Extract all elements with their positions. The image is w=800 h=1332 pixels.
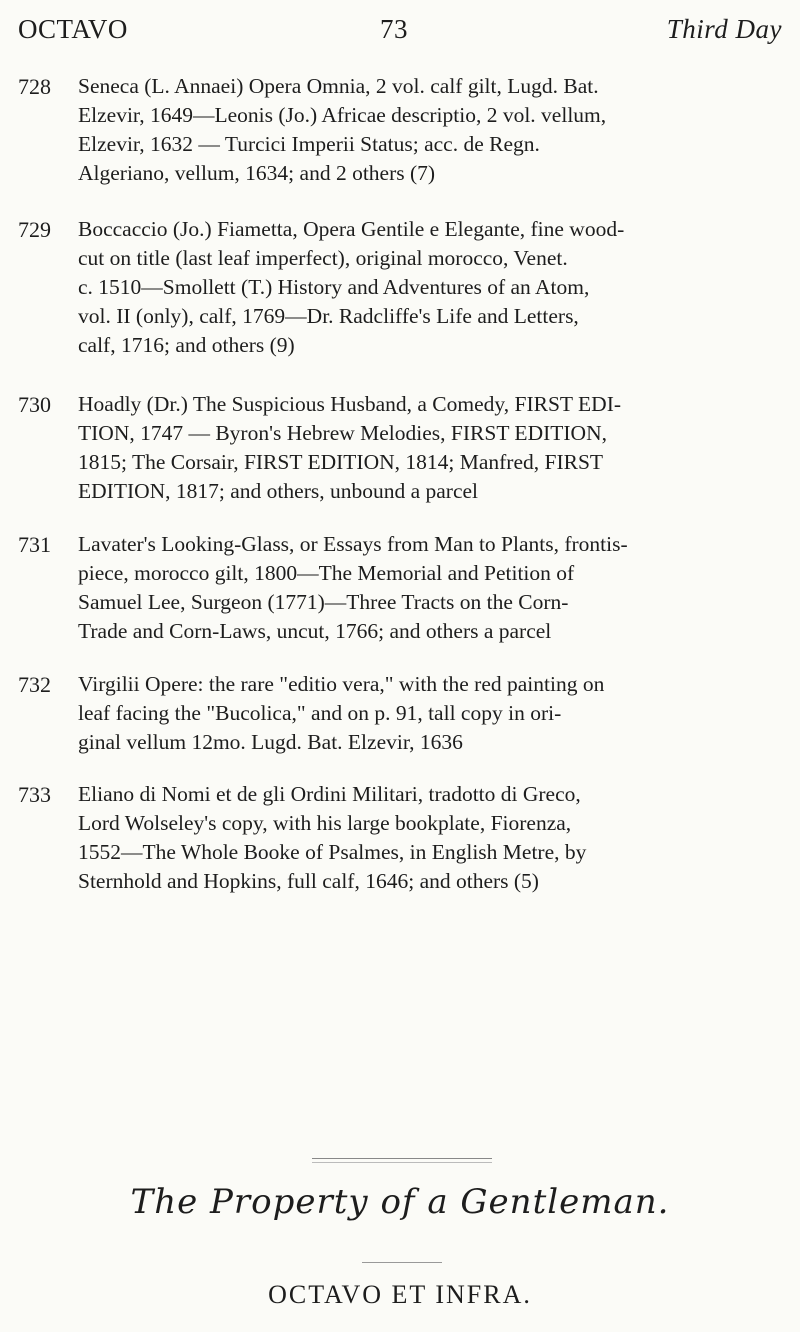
- lot-line: Virgilii Opere: the rare "editio vera," with the red painting on: [78, 672, 605, 696]
- lot-description: [78, 780, 782, 896]
- section-heading: The Property of a Gentleman.: [130, 1182, 670, 1222]
- lot-line: calf, 1716; and others (9): [78, 333, 295, 357]
- lot-line: vol. II (only), calf, 1769—Dr. Radcliffe's Life and Letters,: [78, 304, 579, 328]
- lot-line: Hoadly (Dr.) The Suspicious Husband, a Comedy, FIRST EDI-: [78, 392, 622, 416]
- lot-number: 730: [18, 392, 51, 417]
- lot-line: Lavater's Looking-Glass, or Essays from Man to Plants, frontis-: [78, 532, 628, 556]
- lot-line: c. 1510—Smollett (T.) History and Adventures of an Atom,: [78, 275, 590, 299]
- lot-line: leaf facing the "Bucolica," and on p. 91, tall copy in ori-: [78, 701, 562, 725]
- lot-line: Lord Wolseley's copy, with his large bookplate, Fiorenza,: [78, 811, 572, 835]
- lot-number: 728: [18, 74, 51, 99]
- lot-entry: [18, 72, 782, 188]
- lot-line: Boccaccio (Jo.) Fiametta, Opera Gentile e Elegante, fine wood-: [78, 217, 625, 241]
- lot-line: Algeriano, vellum, 1634; and 2 others (7): [78, 161, 436, 185]
- lot-line: 1815; The Corsair, FIRST EDITION, 1814; Manfred, FIRST: [78, 450, 604, 474]
- page-number: 73: [380, 14, 408, 44]
- lot-description: [78, 72, 782, 188]
- lot-entry: [18, 780, 782, 896]
- lot-description: [78, 390, 782, 506]
- lot-line: Samuel Lee, Surgeon (1771)—Three Tracts on the Corn-: [78, 590, 569, 614]
- lot-line: cut on title (last leaf imperfect), original morocco, Venet.: [78, 246, 568, 270]
- lot-line: Trade and Corn-Laws, uncut, 1766; and others a parcel: [78, 619, 552, 643]
- lot-line: Eliano di Nomi et de gli Ordini Militari, tradotto di Greco,: [78, 782, 581, 806]
- lot-number: 732: [18, 672, 51, 697]
- lot-line: ginal vellum 12mo. Lugd. Bat. Elzevir, 1636: [78, 730, 463, 754]
- section-divider: [312, 1162, 492, 1163]
- lot-line: TION, 1747 — Byron's Hebrew Melodies, FIRST EDITION,: [78, 421, 607, 445]
- lot-line: Elzevir, 1632 — Turcici Imperii Status; acc. de Regn.: [78, 132, 540, 156]
- heading-rule: [362, 1262, 442, 1263]
- lot-line: Elzevir, 1649—Leonis (Jo.) Africae descriptio, 2 vol. vellum,: [78, 103, 607, 127]
- lot-line: Seneca (L. Annaei) Opera Omnia, 2 vol. calf gilt, Lugd. Bat.: [78, 74, 599, 98]
- section-divider: [312, 1158, 492, 1159]
- lot-description: [78, 215, 782, 360]
- lot-number: 731: [18, 532, 51, 557]
- lot-entry: [18, 215, 782, 360]
- lot-line: piece, morocco gilt, 1800—The Memorial and Petition of: [78, 561, 575, 585]
- lot-entry: [18, 670, 782, 757]
- header-format: OCTAVO: [18, 14, 128, 44]
- page-header: [18, 14, 782, 54]
- lot-description: [78, 670, 782, 757]
- lot-line: EDITION, 1817; and others, unbound a parcel: [78, 479, 479, 503]
- header-day: Third Day: [666, 14, 782, 44]
- lot-entry: [18, 530, 782, 646]
- lot-line: Sternhold and Hopkins, full calf, 1646; and others (5): [78, 869, 539, 893]
- section-subheading: OCTAVO ET INFRA.: [268, 1280, 532, 1309]
- lot-entry: [18, 390, 782, 506]
- lot-line: 1552—The Whole Booke of Psalmes, in English Metre, by: [78, 840, 587, 864]
- lot-description: [78, 530, 782, 646]
- lot-number: 729: [18, 217, 51, 242]
- lot-number: 733: [18, 782, 51, 807]
